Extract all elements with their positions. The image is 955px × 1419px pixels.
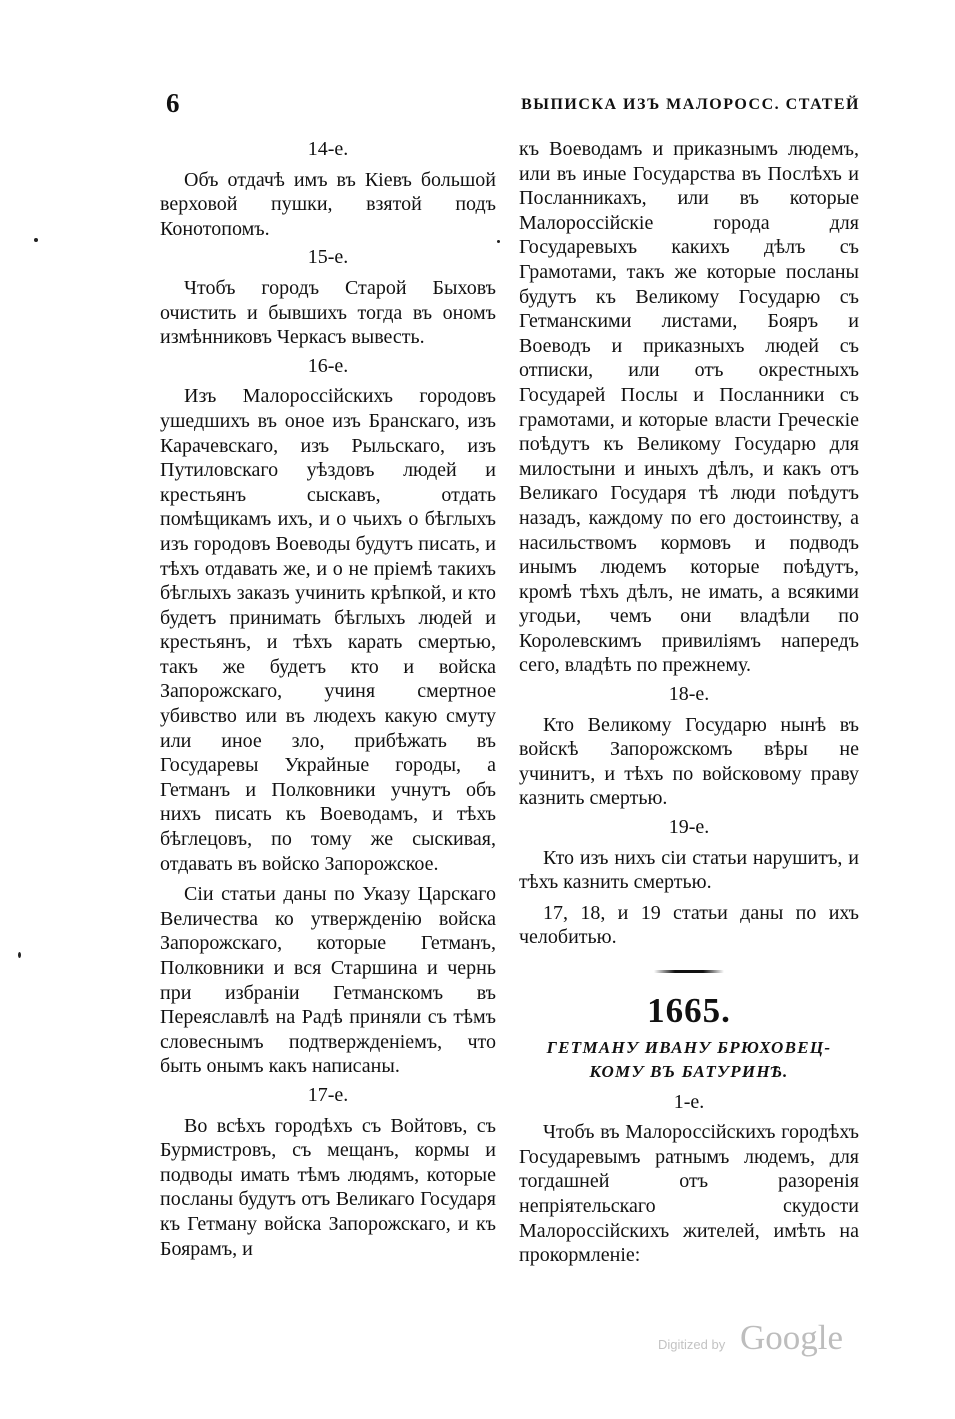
article-14-heading: 14-е. bbox=[307, 138, 349, 160]
article-19-heading: 19-е. bbox=[668, 816, 710, 839]
running-title: ВЫПИСКА ИЗЪ МАЛОРОСС. СТАТЕЙ bbox=[521, 96, 860, 113]
google-watermark bbox=[658, 1318, 858, 1358]
section-title-line-1: ГЕТМАНУ ИВАНУ БРЮХОВЕЦ- bbox=[546, 1037, 832, 1057]
section-title bbox=[519, 1036, 859, 1084]
year-heading: 1665. bbox=[647, 991, 731, 1030]
article-1-heading: 1-е. bbox=[673, 1090, 705, 1113]
article-17-heading: 17-е. bbox=[307, 1083, 349, 1106]
article-18-heading: 18-е. bbox=[668, 683, 710, 706]
page-number: 6 bbox=[166, 88, 180, 118]
section-divider bbox=[654, 970, 724, 973]
scan-speck bbox=[18, 952, 21, 958]
page-header bbox=[160, 88, 860, 128]
section-title-line-2: КОМУ ВЪ БАТУРИНѢ. bbox=[589, 1061, 789, 1081]
article-1-text: Чтобъ въ Малороссійскихъ городѣхъ Государевымъ ратнымъ людемъ, для тогдашней отъ разоренія непріятельскаго скудости Малороссійскихъ жителей, имѣть на прокормленіе: bbox=[519, 1121, 859, 1267]
article-17-continuation: къ Воеводамъ и приказнымъ людемъ, или въ иные Государства въ Послѣхъ и Посланникахъ, или въ которые Малороссійскіе города для Государевыхъ какихъ дѣлъ съ Грамотами, такъ же которые посланы будутъ къ Великому Государю съ Гетманскими листами, Бояръ и Воеводъ и приказныхъ людей съ отписки, или отъ окрестныхъ Государей Послы и Посланники съ грамотами, и которые власти Греческіе поѣдутъ къ Великому Государю для милостыни и иныхъ дѣлъ, и какъ отъ Великаго Государя тѣ люди поѣдутъ назадъ, каждому по его достоинству, а насильствомъ кормовъ и подводъ инымъ людемъ которые поѣдутъ, кромѣ тѣхъ дѣлъ, не имать, а всякими угодьи, чемъ они владѣли по Королевскимъ привиліямъ напередъ сего, владѣть по прежнему. bbox=[519, 138, 859, 677]
article-19-text: Кто изъ нихъ сіи статьи нарушитъ, и тѣхъ казнить смертью. bbox=[519, 846, 859, 894]
article-15-text: Чтобъ городъ Старой Быховъ очистить и бывшихъ тогда въ ономъ измѣнниковъ Черкасъ вывесть. bbox=[160, 276, 496, 349]
article-17-text-start: Во всѣхъ городѣхъ съ Войтовъ, съ Бурмистровъ, съ мещанъ, кормы и подводы имать тѣмъ людямъ, которые посланы будутъ отъ Великаго Государя къ Гетману войска Запорожскаго, и къ Боярамъ, и bbox=[160, 1114, 496, 1260]
article-16-note: Сіи статьи даны по Указу Царскаго Величества ко утвержденію войска Запорожскаго, которые Гетманъ, Полковники и вся Старшина и чернь при избраніи Гетманскомъ въ Переяславлѣ на Радѣ приняли съ тѣмъ словеснымъ подтвержденіемъ, что быть онымъ какъ написаны. bbox=[160, 883, 496, 1078]
article-18-text: Кто Великому Государю нынѣ въ войскѣ Запорожскомъ вѣры не учинитъ, и тѣхъ по войсковому праву казнить смертью. bbox=[519, 713, 859, 810]
scan-speck bbox=[34, 238, 38, 242]
scan-speck bbox=[497, 240, 500, 243]
article-15-heading: 15-е. bbox=[307, 246, 349, 269]
article-16-text: Изъ Малороссійскихъ городовъ ушедшихъ въ оное изъ Бранскаго, изъ Карачевскаго, изъ Рыльскаго, изъ Путиловскаго уѣздовъ людей и крестьянъ сыскавъ, отдать помѣщикамъ ихъ, и о чьихъ о бѣглыхъ изъ городовъ Воеводы будутъ писать, и тѣхъ отдавать же, и о не пріемѣ такихъ бѣглыхъ заказъ учинить крѣпкой, и кто будетъ принимать бѣглыхъ людей и крестьянъ, и тѣхъ карать смертью, такъ же будетъ кто и войска Запорожскаго, учиня смертное убивство или въ людехъ какую смуту или иное зло, прибѣжать въ Государевы Украйные городы, а Гетманъ и Полковники учнутъ объ нихъ писать къ Воеводамъ, и тѣхъ бѣглецовъ, по тому же сыскивая, отдавать въ войско Запорожское. bbox=[160, 385, 496, 875]
article-19-note: 17, 18, и 19 статьи даны по ихъ челобитью. bbox=[519, 901, 859, 949]
google-logo: Google bbox=[740, 1318, 844, 1357]
article-14-text: Объ отдачѣ имъ въ Кіевъ большой верховой пушки, взятой подъ Конотопомъ. bbox=[160, 168, 496, 240]
article-16-heading: 16-е. bbox=[307, 354, 349, 377]
left-column bbox=[160, 137, 496, 1261]
right-column bbox=[519, 137, 859, 1268]
digitized-by-label: Digitized by bbox=[658, 1337, 726, 1352]
